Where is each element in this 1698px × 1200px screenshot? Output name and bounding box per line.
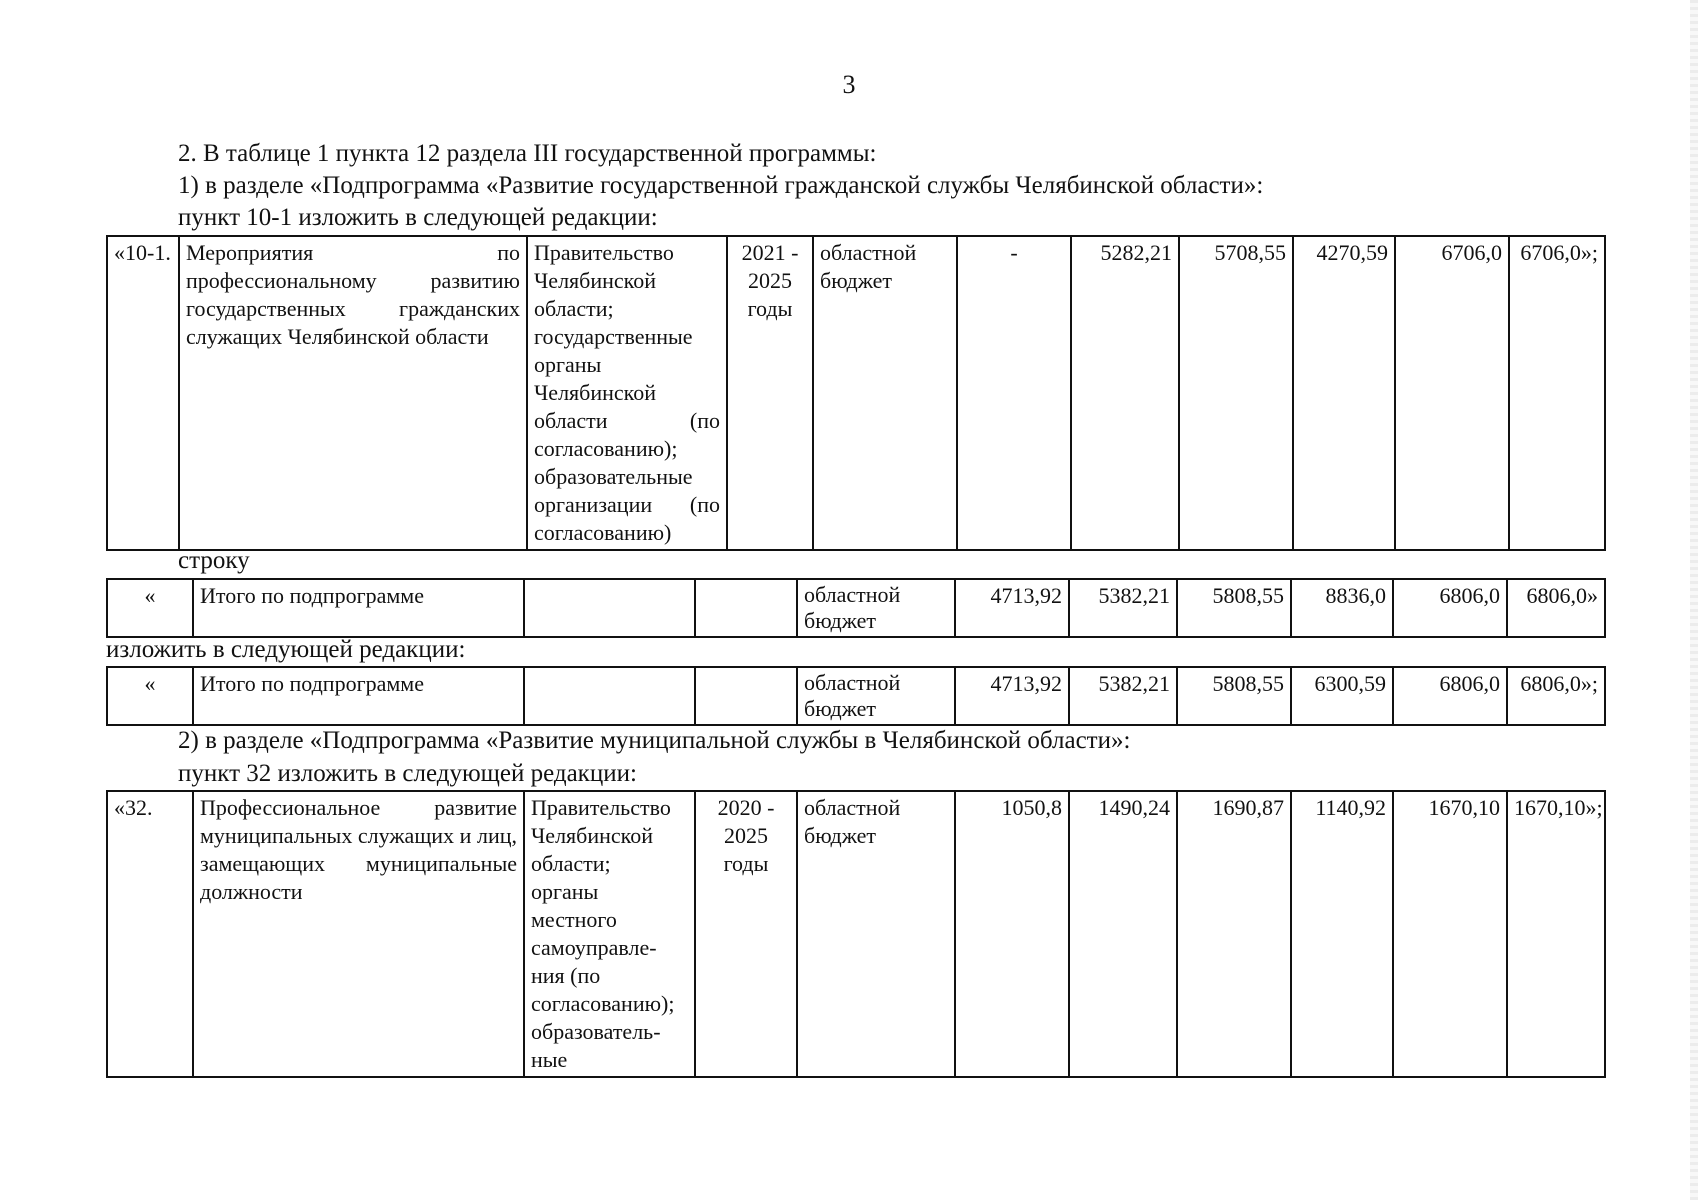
page-number: 3 [842,70,856,99]
years: 2020 - 2025 годы [695,791,797,1077]
table-row [107,579,1605,637]
executors: Правительство Челябинской области; государственные органы Челябинской области (по согласованию); образовательные организации (по согласованию) [527,236,727,550]
value-cell: 6806,0»; [1507,667,1605,725]
funding-source: областной бюджет [797,791,955,1077]
value-cell: 6706,0 [1395,236,1509,550]
section2-line-1: 2) в разделе «Подпрограмма «Развитие муниципальной службы в Челябинской области»: [178,727,1131,754]
intro-line-2: 1) в разделе «Подпрограмма «Развитие государственной гражданской службы Челябинской области»: [178,172,1264,199]
funding-source: областной бюджет [797,579,955,637]
value-cell: 5382,21 [1069,667,1177,725]
value-cell: 4713,92 [955,667,1069,725]
value-cell: 1050,8 [955,791,1069,1077]
value-cell: 6806,0 [1393,667,1507,725]
value-cell: 5708,55 [1179,236,1293,550]
funding-source: областной бюджет [797,667,955,725]
event-name: Профессиональное развитие муниципальных служащих и лиц, замещающих муниципальные должности [193,791,524,1077]
value-cell: 5808,55 [1177,579,1291,637]
label-stroku: строку [178,547,250,574]
value-cell: 1690,87 [1177,791,1291,1077]
value-cell: 6300,59 [1291,667,1393,725]
funding-source: областной бюджет [813,236,957,550]
empty-cell [524,579,695,637]
row-number: «10-1. [107,236,179,550]
value-cell: 4713,92 [955,579,1069,637]
value-cell: 5808,55 [1177,667,1291,725]
empty-cell [695,579,797,637]
table-item-10-1 [106,235,1606,551]
empty-cell [695,667,797,725]
intro-line-3: пункт 10-1 изложить в следующей редакции: [178,204,658,231]
table-row [107,791,1605,1077]
value-cell: 5382,21 [1069,579,1177,637]
table-item-32 [106,790,1606,1078]
table-total-old [106,578,1606,638]
section2-line-2: пункт 32 изложить в следующей редакции: [178,760,637,787]
total-label: Итого по подпрограмме [193,667,524,725]
value-cell: - [957,236,1071,550]
empty-cell [524,667,695,725]
years: 2021 - 2025 годы [727,236,813,550]
row-number: «32. [107,791,193,1077]
intro-line-1: 2. В таблице 1 пункта 12 раздела III государственной программы: [178,140,877,167]
value-cell: 6806,0 [1393,579,1507,637]
value-cell: 4270,59 [1293,236,1395,550]
table-total-new [106,666,1606,726]
value-cell: 1490,24 [1069,791,1177,1077]
event-name: Мероприятия по профессиональному развитию государственных гражданских служащих Челябинской области [179,236,527,550]
value-cell: 1670,10»; [1507,791,1605,1077]
scan-edge-artifact [1690,0,1698,1200]
total-label: Итого по подпрограмме [193,579,524,637]
value-cell: 6806,0» [1507,579,1605,637]
value-cell: 5282,21 [1071,236,1179,550]
value-cell: 1670,10 [1393,791,1507,1077]
table-row [107,667,1605,725]
executors: Правительство Челябинской области; органы местного самоуправле- ния (по согласованию); образователь- ные [524,791,695,1077]
label-izlozhit: изложить в следующей редакции: [106,636,466,663]
value-cell: 8836,0 [1291,579,1393,637]
row-number: « [107,579,193,637]
value-cell: 1140,92 [1291,791,1393,1077]
row-number: « [107,667,193,725]
value-cell: 6706,0»; [1509,236,1605,550]
table-row [107,236,1605,550]
